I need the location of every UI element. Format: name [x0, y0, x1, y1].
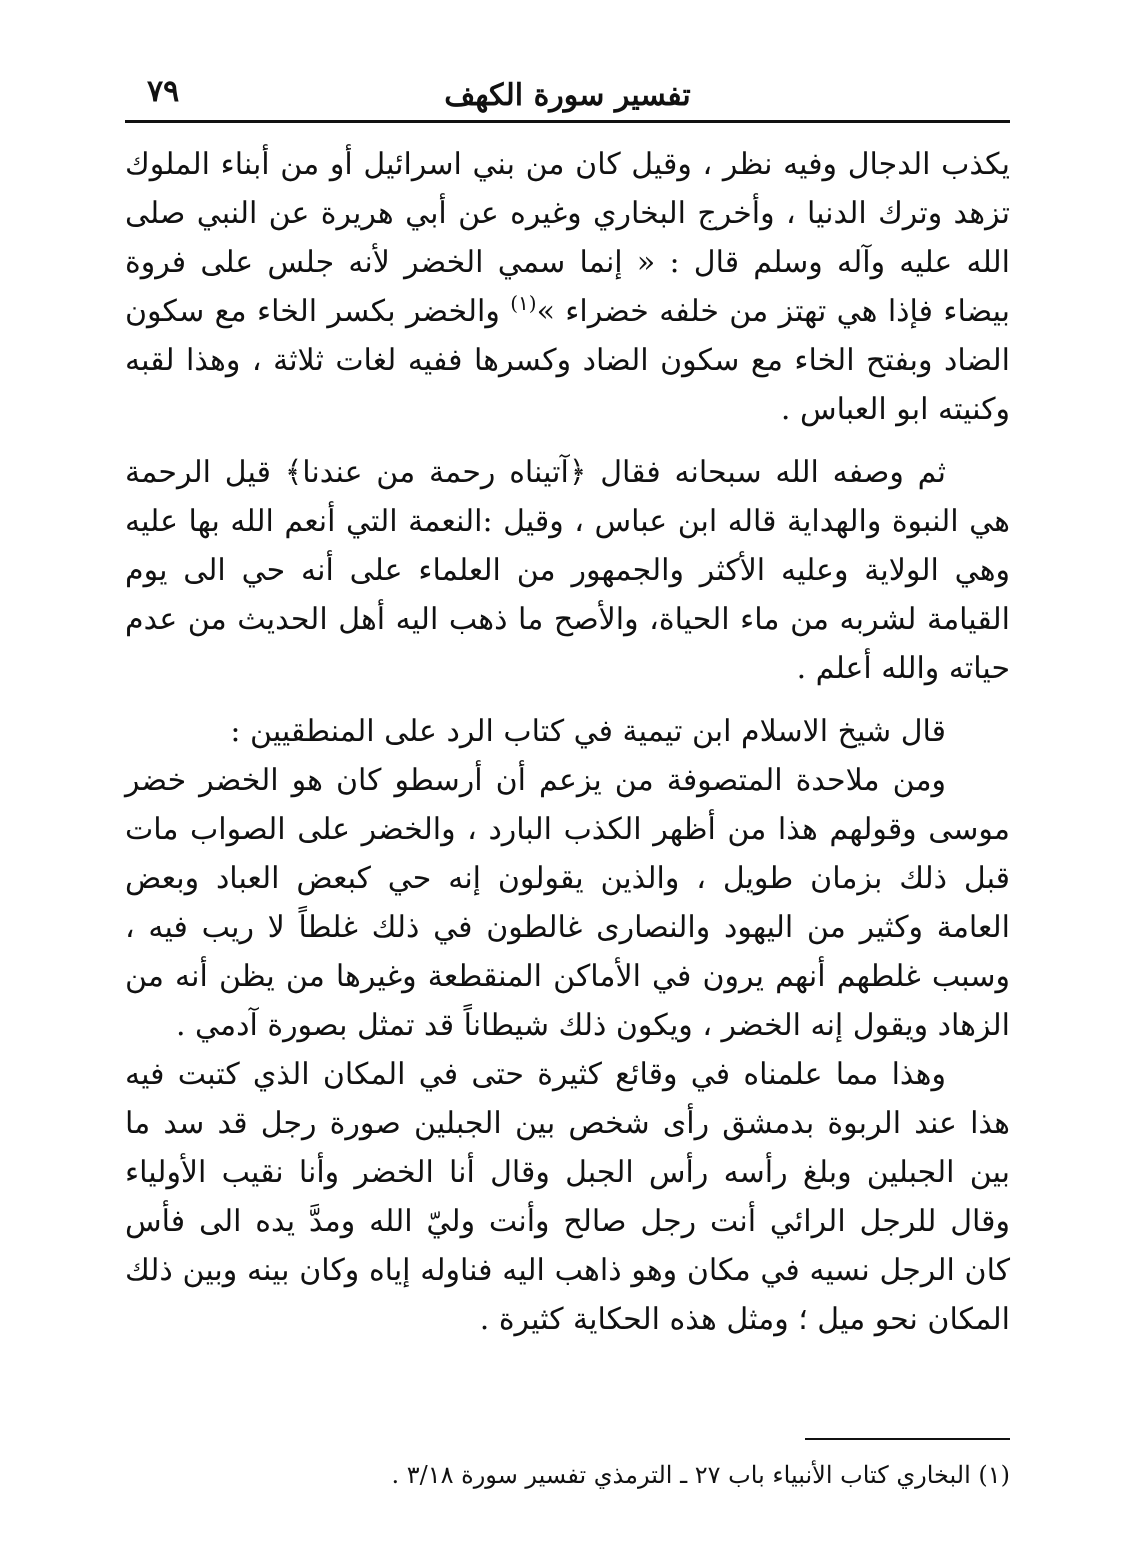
paragraph-gap [125, 693, 1010, 707]
header-title: تفسير سورة الكهف [444, 78, 691, 113]
page-number: ٧٩ [147, 74, 180, 109]
footnote-marker: (١) [510, 291, 537, 315]
paragraph-5: وهذا مما علمناه في وقائع كثيرة حتى في المكان الذي كتبت فيه هذا عند الربوة بدمشق رأى شخص بين الجبلين صورة رجل قد سد ما بين الجبلين وبلغ رأسه رأس الجبل وقال أنا الخضر وأنا نقيب الأولياء وقال للرجل الرائي أنت رجل صالح وأنت وليّ الله ومدَّ يده الى فأس كان الرجل نسيه في مكان وهو ذاهب اليه فناوله إياه وكان بينه وبين ذلك المكان نحو ميل ؛ ومثل هذه الحكاية كثيرة . [125, 1057, 1010, 1337]
paragraph-1-text-b: والخضر بكسر الخاء مع سكون الضاد وبفتح الخاء مع سكون الضاد وكسرها ففيه لغات ثلاثة ، وهذا لقبه وكنيته ابو العباس . [125, 294, 1010, 427]
paragraph-gap [125, 434, 1010, 448]
paragraph-1 [125, 140, 1010, 434]
paragraph-1-text-a: يكذب الدجال وفيه نظر ، وقيل كان من بني اسرائيل أو من أبناء الملوك تزهد وترك الدنيا ، وأخرج البخاري وغيره عن أبي هريرة عن النبي صلى الله عليه وآله وسلم قال : « إنما سمي الخضر لأنه جلس على فروة بيضاء فإذا هي تهتز من خلفه خضراء » [125, 147, 1010, 329]
footnote: (١) البخاري كتاب الأنبياء باب ٢٧ ـ الترمذي تفسير سورة ٣/١٨ . [391, 1461, 1010, 1489]
paragraph-4: ومن ملاحدة المتصوفة من يزعم أن أرسطو كان هو الخضر خضر موسى وقولهم هذا من أظهر الكذب البارد ، والخضر على الصواب مات قبل ذلك بزمان طويل ، والذين يقولون إنه حي كبعض العباد وبعض العامة وكثير من اليهود والنصارى غالطون في ذلك غلطاً لا ريب فيه ، وسبب غلطهم أنهم يرون في الأماكن المنقطعة وغيرها من يظن أنه من الزهاد ويقول إنه الخضر ، ويكون ذلك شيطاناً قد تمثل بصورة آدمي . [125, 763, 1010, 1043]
body-text [125, 140, 1010, 1344]
footnote-rule [805, 1438, 1010, 1440]
running-header [125, 72, 1010, 116]
paragraph-3: قال شيخ الاسلام ابن تيمية في كتاب الرد على المنطقيين : [230, 714, 946, 749]
header-rule [125, 120, 1010, 123]
paragraph-2: ثم وصفه الله سبحانه فقال ﴿آتيناه رحمة من عندنا﴾ قيل الرحمة هي النبوة والهداية قاله ابن عباس ، وقيل :النعمة التي أنعم الله بها عليه وهي الولاية وعليه الأكثر والجمهور من العلماء على أنه حي الى يوم القيامة لشربه من ماء الحياة، والأصح ما ذهب اليه أهل الحديث من عدم حياته والله أعلم . [125, 455, 1010, 686]
